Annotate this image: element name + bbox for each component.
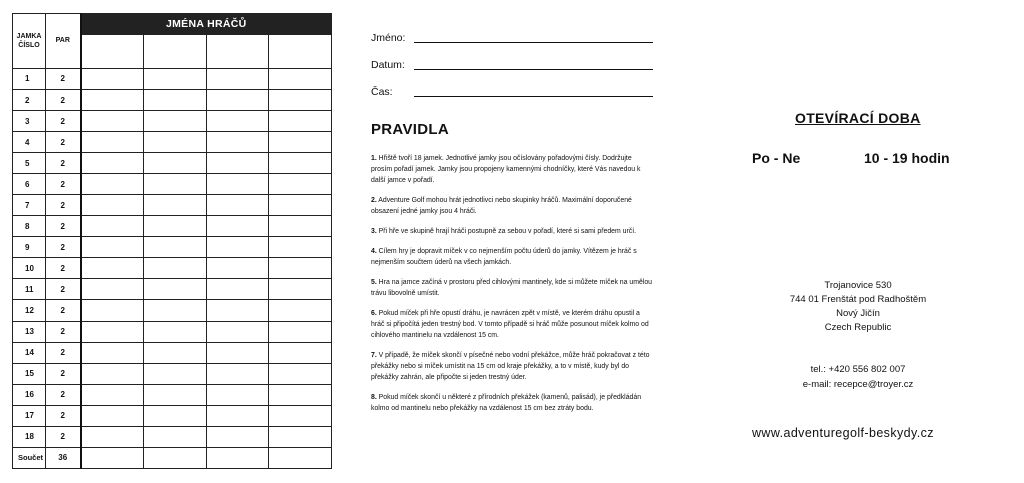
- score-cell[interactable]: [144, 279, 207, 300]
- email-address[interactable]: e-mail: recepce@troyer.cz: [802, 379, 914, 390]
- score-cell[interactable]: [207, 300, 269, 321]
- rule-item: 7. V případě, že míček skončí v písečné nebo vodní překážce, může hráč pokračovat z této překážky nebo si míček umístit na 15 cm od kraje překážky, a to v místě, kudy byl do překážky zahrán, ale připočte si jeden trestný úder.: [371, 352, 650, 381]
- hole-par: 2: [46, 132, 81, 153]
- total-row: [13, 447, 332, 468]
- score-cell[interactable]: [144, 258, 207, 279]
- name-label: Jméno:: [371, 32, 406, 44]
- hole-number: 17: [13, 405, 46, 426]
- score-cell[interactable]: [207, 237, 269, 258]
- hole-number: 12: [13, 300, 46, 321]
- score-cell[interactable]: [207, 363, 269, 384]
- table-row: [13, 68, 332, 89]
- score-cell[interactable]: [144, 174, 207, 195]
- hole-par: 2: [46, 405, 81, 426]
- score-cell[interactable]: [207, 384, 269, 405]
- score-cell[interactable]: [81, 279, 144, 300]
- table-row: [13, 384, 332, 405]
- hole-par: 2: [46, 300, 81, 321]
- address-block: [738, 279, 978, 335]
- rules-title: PRAVIDLA: [371, 121, 449, 138]
- hole-number: 14: [13, 342, 46, 363]
- hole-par: 2: [46, 68, 81, 89]
- hole-number: 10: [13, 258, 46, 279]
- hole-number: 13: [13, 321, 46, 342]
- total-score-cell[interactable]: [207, 447, 269, 468]
- hole-number: 2: [13, 90, 46, 111]
- hole-number: 7: [13, 195, 46, 216]
- table-row: [13, 300, 332, 321]
- score-cell[interactable]: [207, 258, 269, 279]
- score-cell[interactable]: [269, 216, 332, 237]
- table-row: [13, 279, 332, 300]
- player-names-header: JMÉNA HRÁČŮ: [81, 14, 332, 35]
- hole-number: 16: [13, 384, 46, 405]
- score-cell[interactable]: [144, 405, 207, 426]
- score-cell[interactable]: [207, 195, 269, 216]
- score-cell[interactable]: [144, 90, 207, 111]
- hole-number: 18: [13, 426, 46, 447]
- hole-par: 2: [46, 111, 81, 132]
- score-cell[interactable]: [269, 321, 332, 342]
- score-cell[interactable]: [81, 426, 144, 447]
- score-cell[interactable]: [81, 195, 144, 216]
- score-cell[interactable]: [269, 174, 332, 195]
- score-cell[interactable]: [81, 258, 144, 279]
- table-row: [13, 174, 332, 195]
- rule-item: 1. Hřiště tvoří 18 jamek. Jednotlivé jamky jsou očíslovány pořadovými čísly. Dodržujte prosím pořadí jamek. Jamky jsou propojeny kamennými chodníčky, které Vás navedou k další jamce v pořadí.: [371, 155, 641, 184]
- score-cell[interactable]: [81, 405, 144, 426]
- contact-block: [738, 362, 978, 392]
- score-cell[interactable]: [269, 426, 332, 447]
- table-row: [13, 195, 332, 216]
- table-row: [13, 111, 332, 132]
- score-cell[interactable]: [207, 68, 269, 89]
- score-cell[interactable]: [269, 300, 332, 321]
- score-cell[interactable]: [144, 111, 207, 132]
- score-cell[interactable]: [207, 153, 269, 174]
- table-row: [13, 258, 332, 279]
- score-cell[interactable]: [144, 68, 207, 89]
- hole-number: 9: [13, 237, 46, 258]
- date-label: Datum:: [371, 59, 405, 71]
- total-label: Součet: [13, 447, 46, 468]
- hole-par: 2: [46, 384, 81, 405]
- address-line: Trojanovice 530: [824, 280, 892, 291]
- hole-number: 15: [13, 363, 46, 384]
- hole-par: 2: [46, 237, 81, 258]
- score-cell[interactable]: [269, 363, 332, 384]
- score-cell[interactable]: [269, 111, 332, 132]
- address-line: 744 01 Frenštát pod Radhoštěm: [789, 294, 927, 305]
- player-name-cell[interactable]: [269, 34, 332, 68]
- total-score-cell[interactable]: [144, 447, 207, 468]
- hole-par: 2: [46, 426, 81, 447]
- hole-par: 2: [46, 342, 81, 363]
- score-cell[interactable]: [144, 132, 207, 153]
- score-cell[interactable]: [207, 321, 269, 342]
- score-cell[interactable]: [269, 195, 332, 216]
- score-cell[interactable]: [81, 153, 144, 174]
- time-label: Čas:: [371, 86, 393, 98]
- hole-par: 2: [46, 363, 81, 384]
- player-name-cell[interactable]: [81, 34, 144, 68]
- score-cell[interactable]: [269, 258, 332, 279]
- table-row: [13, 216, 332, 237]
- player-name-cell[interactable]: [207, 34, 269, 68]
- opening-days: Po - Ne: [752, 150, 801, 166]
- score-cell[interactable]: [207, 111, 269, 132]
- address-line: Nový Jičín: [836, 308, 880, 319]
- score-cell[interactable]: [144, 384, 207, 405]
- player-name-cell[interactable]: [144, 34, 207, 68]
- score-cell[interactable]: [207, 216, 269, 237]
- par-header: PAR: [46, 14, 81, 69]
- score-cell[interactable]: [207, 405, 269, 426]
- opening-hours: 10 - 19 hodin: [864, 150, 950, 166]
- rule-item: 8. Pokud míček skončí u některé z přírodních překážek (kamenů, palisád), je předkládán kolmo od mantinelu nebo překážky na vzdálenost 15 cm bez ztráty bodu.: [371, 394, 642, 412]
- score-cell[interactable]: [269, 68, 332, 89]
- score-cell[interactable]: [81, 90, 144, 111]
- score-cell[interactable]: [269, 90, 332, 111]
- hole-par: 2: [46, 195, 81, 216]
- score-cell[interactable]: [81, 363, 144, 384]
- table-row: [13, 342, 332, 363]
- hole-par: 2: [46, 174, 81, 195]
- rules-list: [371, 153, 654, 423]
- hole-par: 2: [46, 321, 81, 342]
- rule-item: 4. Cílem hry je dopravit míček v co nejmenším počtu úderů do jamky. Vítězem je hráč s nejmenším součtem úderů na všech jamkách.: [371, 248, 637, 266]
- score-cell[interactable]: [144, 195, 207, 216]
- hole-number: 1: [13, 68, 46, 89]
- score-cell[interactable]: [207, 279, 269, 300]
- score-cell[interactable]: [269, 405, 332, 426]
- score-cell[interactable]: [144, 153, 207, 174]
- date-line[interactable]: [414, 69, 653, 70]
- score-cell[interactable]: [144, 363, 207, 384]
- table-row: [13, 153, 332, 174]
- hole-par: 2: [46, 90, 81, 111]
- score-cell[interactable]: [81, 321, 144, 342]
- score-cell[interactable]: [269, 132, 332, 153]
- table-row: [13, 132, 332, 153]
- score-cell[interactable]: [207, 132, 269, 153]
- score-cell[interactable]: [207, 90, 269, 111]
- hole-par: 2: [46, 153, 81, 174]
- table-row: [13, 405, 332, 426]
- hole-par: 2: [46, 279, 81, 300]
- score-cell[interactable]: [207, 174, 269, 195]
- score-cell[interactable]: [144, 342, 207, 363]
- total-score-cell[interactable]: [269, 447, 332, 468]
- scorecard: [12, 13, 331, 469]
- score-cell[interactable]: [81, 216, 144, 237]
- hole-number: 5: [13, 153, 46, 174]
- rule-item: 5. Hra na jamce začíná v prostoru před cihlovými mantinely, kde si můžete míček na umělou trávu libovolně umístit.: [371, 279, 652, 297]
- score-cell[interactable]: [269, 384, 332, 405]
- table-row: [13, 321, 332, 342]
- score-cell[interactable]: [81, 384, 144, 405]
- table-row: [13, 237, 332, 258]
- website-link[interactable]: www.adventuregolf-beskydy.cz: [752, 426, 934, 440]
- score-cell[interactable]: [269, 279, 332, 300]
- hole-par: 2: [46, 258, 81, 279]
- table-row: [13, 363, 332, 384]
- score-cell[interactable]: [144, 300, 207, 321]
- rule-item: 2. Adventure Golf mohou hrát jednotlivci nebo skupinky hráčů. Maximální doporučené obsazení jedné jamky jsou 4 hráči.: [371, 197, 632, 215]
- score-cell[interactable]: [81, 174, 144, 195]
- hole-par: 2: [46, 216, 81, 237]
- table-row: [13, 426, 332, 447]
- score-cell[interactable]: [144, 321, 207, 342]
- hole-number-header: JAMKA ČÍSLO: [13, 14, 46, 69]
- score-cell[interactable]: [81, 111, 144, 132]
- name-line[interactable]: [414, 42, 653, 43]
- hole-number: 8: [13, 216, 46, 237]
- hole-number: 6: [13, 174, 46, 195]
- scorecard-table: [12, 13, 332, 469]
- table-row: [13, 90, 332, 111]
- score-cell[interactable]: [144, 237, 207, 258]
- score-cell[interactable]: [269, 153, 332, 174]
- score-cell[interactable]: [144, 216, 207, 237]
- score-cell[interactable]: [81, 237, 144, 258]
- opening-hours-title: OTEVÍRACÍ DOBA: [795, 110, 921, 126]
- score-cell[interactable]: [207, 426, 269, 447]
- total-par: 36: [46, 447, 81, 468]
- hole-number: 3: [13, 111, 46, 132]
- hole-number: 11: [13, 279, 46, 300]
- address-line: Czech Republic: [824, 322, 892, 333]
- score-cell[interactable]: [81, 132, 144, 153]
- rule-item: 6. Pokud míček při hře opustí dráhu, je navrácen zpět v místě, ve kterém dráhu opustil a hráč si připočítá jeden trestný bod. V tomto případě si hráč může posunout míček kolmo od cihlového mantinelu na vzdálenost 15 cm.: [371, 310, 649, 339]
- score-cell[interactable]: [269, 342, 332, 363]
- hole-number: 4: [13, 132, 46, 153]
- rule-item: 3. Při hře ve skupině hrají hráči postupně za sebou v pořadí, které si sami předem určí.: [371, 228, 637, 235]
- score-cell[interactable]: [144, 426, 207, 447]
- score-cell[interactable]: [207, 342, 269, 363]
- score-cell[interactable]: [269, 237, 332, 258]
- time-line[interactable]: [414, 96, 653, 97]
- score-cell[interactable]: [81, 68, 144, 89]
- score-cell[interactable]: [81, 342, 144, 363]
- score-cell[interactable]: [81, 300, 144, 321]
- total-score-cell[interactable]: [81, 447, 144, 468]
- phone-number[interactable]: tel.: +420 556 802 007: [810, 364, 906, 375]
